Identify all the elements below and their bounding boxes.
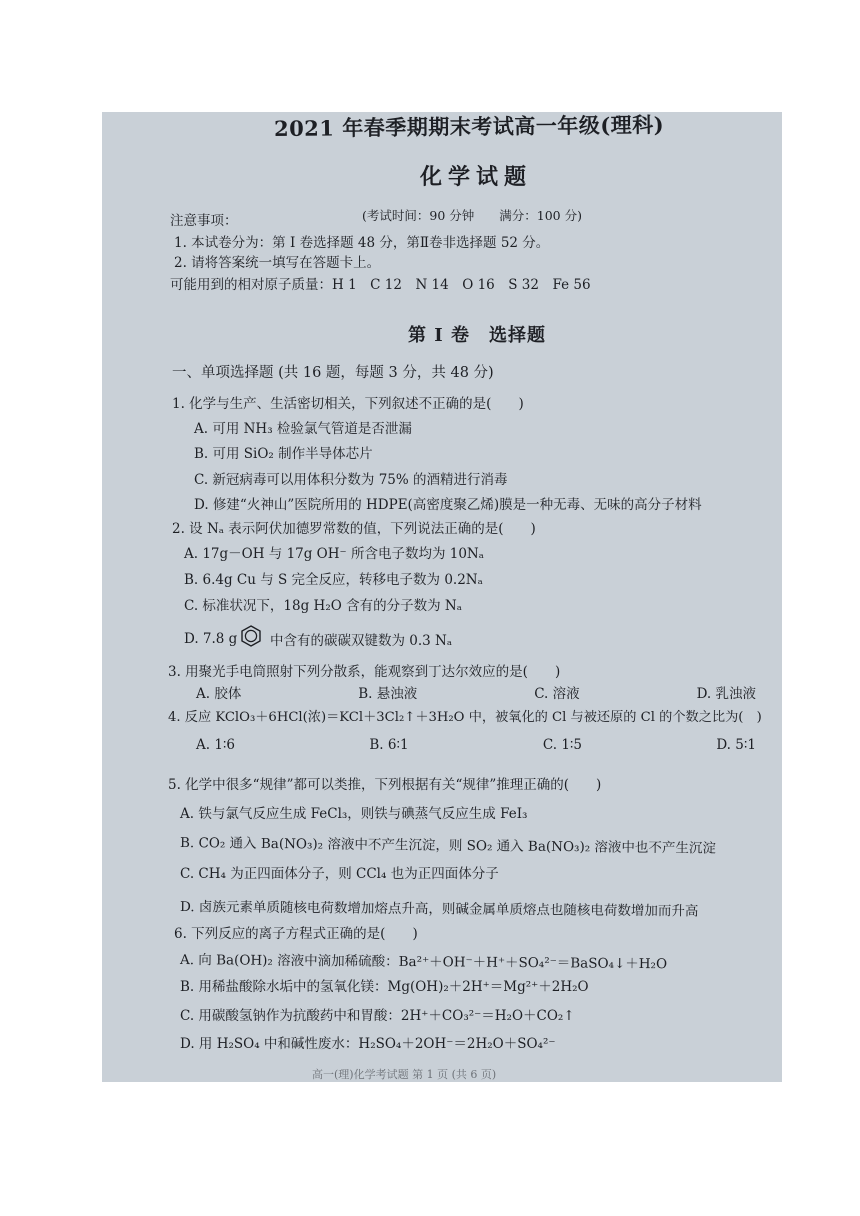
question-1-option-b: B. 可用 SiO₂ 制作半导体芯片 — [194, 446, 373, 462]
question-4-option-b: B. 6∶1 — [369, 737, 409, 753]
benzene-ring-icon — [239, 624, 263, 648]
question-5-option-d: D. 卤族元素单质随核电荷数增加熔点升高，则碱金属单质熔点也随核电荷数增加而升高 — [179, 899, 699, 920]
question-6-option-a: A. 向 Ba(OH)₂ 溶液中滴加稀硫酸：Ba²⁺＋OH⁻＋H⁺＋SO₄²⁻＝BaSO₄↓＋H₂O — [179, 952, 668, 973]
question-4-option-c: C. 1∶5 — [542, 737, 583, 753]
question-4-option-d: D. 5∶1 — [716, 737, 756, 753]
question-1-option-d: D. 修建“火神山”医院所用的 HDPE(高密度聚乙烯)膜是一种无毒、无味的高分子材料 — [194, 497, 702, 513]
page-footer: 高一(理)化学考试题 第 1 页 (共 6 页) — [312, 1068, 497, 1081]
question-2-option-d-suffix: 中含有的碳碳双键数为 0.3 Nₐ — [270, 633, 453, 649]
question-4-option-a: A. 1∶6 — [196, 737, 236, 753]
note-item: 2. 请将答案统一填写在答题卡上。 — [174, 255, 381, 271]
question-1-stem: 1. 化学与生产、生活密切相关，下列叙述不正确的是( ) — [172, 396, 524, 412]
question-2-option-c: C. 标准状况下，18g H₂O 含有的分子数为 Nₐ — [184, 598, 462, 614]
atomic-masses: 可能用到的相对原子质量：H 1 C 12 N 14 O 16 S 32 Fe 56 — [170, 277, 591, 293]
question-2-option-a: A. 17g－OH 与 17g OH⁻ 所含电子数均为 10Nₐ — [184, 546, 484, 562]
question-5-stem: 5. 化学中很多“规律”都可以类推，下列根据有关“规律”推理正确的( ) — [168, 777, 602, 793]
exam-info: (考试时间：90 分钟 满分：100 分) — [362, 208, 582, 223]
question-3-option-a: A. 胶体 — [196, 686, 242, 702]
question-3-options — [196, 685, 756, 703]
question-2-option-d-prefix: D. 7.8 g — [184, 631, 238, 647]
question-3-option-d: D. 乳浊液 — [696, 686, 756, 702]
question-5-option-c: C. CH₄ 为正四面体分子，则 CCl₄ 也为正四面体分子 — [180, 866, 499, 882]
question-6-stem: 6. 下列反应的离子方程式正确的是( ) — [174, 926, 418, 942]
question-3-option-c: C. 溶液 — [534, 686, 580, 702]
question-3-stem: 3. 用聚光手电筒照射下列分散系，能观察到丁达尔效应的是( ) — [168, 664, 561, 680]
question-4-options — [196, 736, 756, 754]
question-2-stem: 2. 设 Nₐ 表示阿伏加德罗常数的值，下列说法正确的是( ) — [172, 521, 536, 537]
question-6-option-b: B. 用稀盐酸除水垢中的氢氧化镁：Mg(OH)₂＋2H⁺＝Mg²⁺＋2H₂O — [180, 979, 589, 995]
question-6-option-c: C. 用碳酸氢钠作为抗酸药中和胃酸：2H⁺＋CO₃²⁻＝H₂O＋CO₂↑ — [180, 1008, 575, 1024]
subject-title: 化学试题 — [420, 164, 533, 190]
exam-title: 2021 年春季期期末考试高一年级(理科) — [273, 112, 665, 142]
question-1-option-a: A. 可用 NH₃ 检验氯气管道是否泄漏 — [194, 421, 412, 437]
question-5-option-a: A. 铁与氯气反应生成 FeCl₃，则铁与碘蒸气反应生成 FeI₃ — [180, 806, 528, 822]
question-4-stem: 4. 反应 KClO₃＋6HCl(浓)＝KCl＋3Cl₂↑＋3H₂O 中，被氧化的 Cl 与被还原的 Cl 的个数之比为( ) — [168, 710, 762, 725]
question-5-option-b: B. CO₂ 通入 Ba(NO₃)₂ 溶液中不产生沉淀，则 SO₂ 通入 Ba(NO₃)₂ 溶液中也不产生沉淀 — [179, 835, 717, 857]
section-title: 第 I 卷 选择题 — [408, 325, 546, 346]
question-1-option-c: C. 新冠病毒可以用体积分数为 75% 的酒精进行消毒 — [194, 472, 508, 488]
notes-heading: 注意事项： — [170, 213, 238, 229]
exam-paper — [102, 112, 782, 1082]
question-6-option-d: D. 用 H₂SO₄ 中和碱性废水：H₂SO₄＋2OH⁻＝2H₂O＋SO₄²⁻ — [180, 1036, 556, 1052]
question-2-option-b: B. 6.4g Cu 与 S 完全反应，转移电子数为 0.2Nₐ — [184, 572, 483, 588]
part-heading: 一、单项选择题 (共 16 题，每题 3 分，共 48 分) — [172, 365, 494, 381]
question-3-option-b: B. 悬浊液 — [358, 686, 418, 702]
note-item: 1. 本试卷分为：第 I 卷选择题 48 分，第Ⅱ卷非选择题 52 分。 — [174, 235, 550, 251]
